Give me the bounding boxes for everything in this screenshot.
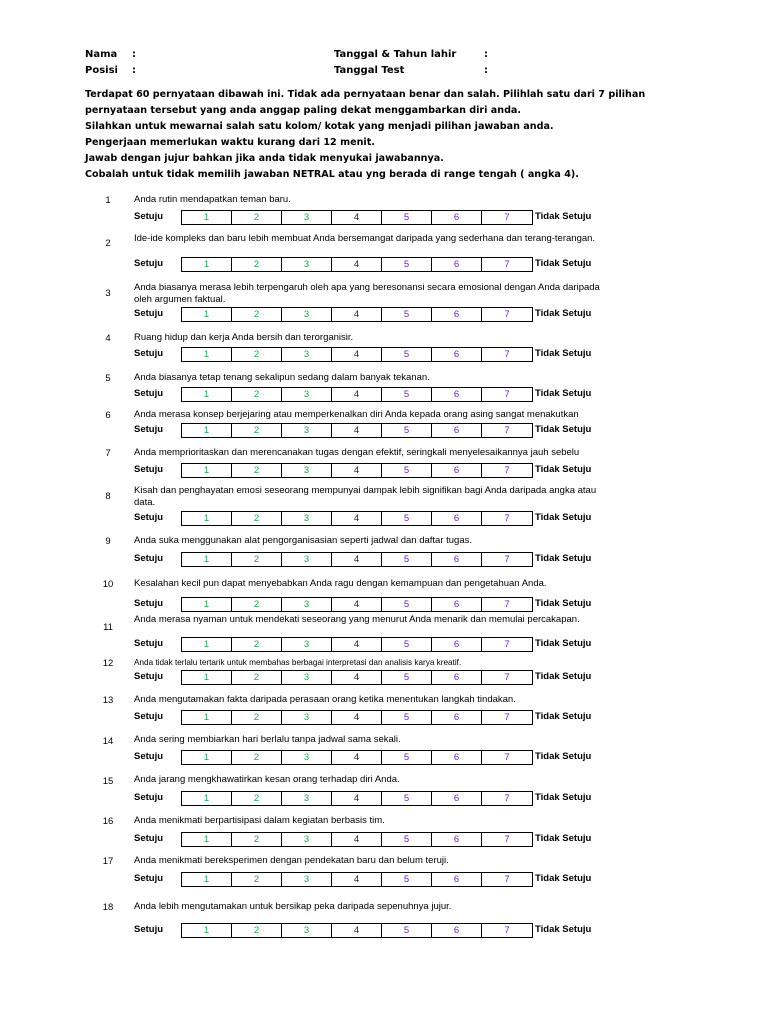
scale-option-6[interactable]: 6	[432, 388, 482, 401]
scale-option-2[interactable]: 2	[232, 751, 282, 764]
question-text: Kesalahan kecil pun dapat menyebabkan Anda ragu dengan kemampuan dan pengetahuan Anda.	[134, 578, 547, 589]
scale-option-1[interactable]: 1	[182, 924, 232, 937]
likert-scale	[181, 637, 533, 652]
scale-option-1[interactable]: 1	[182, 833, 232, 846]
scale-option-5[interactable]: 5	[382, 924, 432, 937]
scale-label-setuju: Setuju	[134, 348, 164, 359]
scale-option-1[interactable]: 1	[182, 211, 232, 224]
question-text: Anda sering membiarkan hari berlalu tanpa jadwal sama sekali.	[134, 734, 401, 745]
scale-option-5[interactable]: 5	[382, 211, 432, 224]
colon-tanggal-lahir: :	[484, 49, 488, 60]
question-text: Anda jarang mengkhawatirkan kesan orang terhadap diri Anda.	[134, 774, 400, 785]
scale-option-6[interactable]: 6	[432, 553, 482, 566]
scale-option-3[interactable]: 3	[282, 308, 332, 321]
scale-option-5[interactable]: 5	[382, 424, 432, 437]
question-text: Anda tidak terlalu tertarik untuk membahas berbagai interpretasi dan analisis karya kreatif.	[134, 658, 462, 667]
scale-option-3[interactable]: 3	[282, 873, 332, 886]
scale-option-4[interactable]: 4	[332, 308, 382, 321]
instruction-line: pernyataan tersebut yang anda anggap paling dekat menggambarkan diri anda.	[85, 104, 522, 116]
scale-option-1[interactable]: 1	[182, 873, 232, 886]
scale-label-tidak-setuju: Tidak Setuju	[535, 512, 592, 523]
scale-label-tidak-setuju: Tidak Setuju	[535, 388, 592, 399]
scale-option-7[interactable]: 7	[504, 599, 510, 610]
scale-option-6[interactable]: 6	[432, 671, 482, 684]
likert-scale	[181, 423, 533, 438]
scale-option-3[interactable]: 3	[282, 671, 332, 684]
question-number: 9	[105, 536, 111, 547]
scale-option-3[interactable]: 3	[282, 348, 332, 361]
scale-option-5[interactable]: 5	[382, 308, 432, 321]
scale-label-tidak-setuju: Tidak Setuju	[535, 598, 592, 609]
question-number: 7	[105, 448, 111, 459]
scale-option-6[interactable]: 6	[432, 711, 482, 724]
scale-option-4[interactable]: 4	[332, 638, 382, 651]
scale-option-2[interactable]: 2	[232, 308, 282, 321]
question-text: Anda biasanya merasa lebih terpengaruh oleh apa yang beresonansi secara emosional dengan Anda daripada oleh argumen faktual.	[134, 282, 600, 305]
scale-option-2[interactable]: 2	[232, 388, 282, 401]
scale-option-1[interactable]: 1	[182, 424, 232, 437]
question-number: 6	[105, 410, 111, 421]
scale-option-4[interactable]: 4	[332, 553, 382, 566]
scale-option-7[interactable]: 7	[504, 793, 510, 804]
scale-option-1[interactable]: 1	[182, 638, 232, 651]
scale-label-tidak-setuju: Tidak Setuju	[535, 711, 592, 722]
likert-scale	[181, 597, 533, 612]
scale-option-1[interactable]: 1	[182, 792, 232, 805]
scale-option-2[interactable]: 2	[232, 512, 282, 525]
question-text: Anda suka menggunakan alat pengorganisasian seperti jadwal dan daftar tugas.	[134, 535, 473, 546]
question-number: 10	[102, 579, 114, 590]
scale-label-tidak-setuju: Tidak Setuju	[535, 308, 592, 319]
likert-scale	[181, 210, 533, 225]
scale-option-2[interactable]: 2	[232, 211, 282, 224]
scale-option-2[interactable]: 2	[232, 464, 282, 477]
scale-label-setuju: Setuju	[134, 512, 164, 523]
scale-option-6[interactable]: 6	[432, 792, 482, 805]
scale-option-6[interactable]: 6	[432, 258, 482, 271]
scale-option-4[interactable]: 4	[332, 388, 382, 401]
scale-option-1[interactable]: 1	[182, 598, 232, 611]
scale-option-7[interactable]: 7	[504, 925, 510, 936]
scale-option-4[interactable]: 4	[332, 711, 382, 724]
scale-option-6[interactable]: 6	[432, 598, 482, 611]
label-tanggal-test: Tanggal Test	[334, 65, 405, 76]
scale-option-7[interactable]: 7	[504, 513, 510, 524]
scale-label-setuju: Setuju	[134, 211, 164, 222]
scale-option-6[interactable]: 6	[432, 751, 482, 764]
scale-option-3[interactable]: 3	[282, 711, 332, 724]
scale-option-3[interactable]: 3	[282, 638, 332, 651]
scale-option-5[interactable]: 5	[382, 671, 432, 684]
scale-label-tidak-setuju: Tidak Setuju	[535, 211, 592, 222]
likert-scale	[181, 463, 533, 478]
likert-scale	[181, 670, 533, 685]
scale-option-5[interactable]: 5	[382, 512, 432, 525]
scale-option-7[interactable]: 7	[504, 465, 510, 476]
scale-label-tidak-setuju: Tidak Setuju	[535, 553, 592, 564]
scale-option-5[interactable]: 5	[382, 792, 432, 805]
question-text: Anda biasanya tetap tenang sekalipun sedang dalam banyak tekanan.	[134, 372, 430, 383]
scale-label-tidak-setuju: Tidak Setuju	[535, 638, 592, 649]
question-text: Anda menikmati berpartisipasi dalam kegiatan berbasis tim.	[134, 815, 385, 826]
scale-label-setuju: Setuju	[134, 671, 164, 682]
question-text: Ide-ide kompleks dan baru lebih membuat Anda bersemangat daripada yang sederhana dan terang-terangan.	[134, 233, 596, 244]
scale-option-2[interactable]: 2	[232, 711, 282, 724]
scale-label-tidak-setuju: Tidak Setuju	[535, 833, 592, 844]
scale-option-7[interactable]: 7	[504, 389, 510, 400]
scale-option-4[interactable]: 4	[332, 833, 382, 846]
scale-option-1[interactable]: 1	[182, 671, 232, 684]
scale-label-setuju: Setuju	[134, 792, 164, 803]
scale-label-setuju: Setuju	[134, 388, 164, 399]
scale-label-setuju: Setuju	[134, 308, 164, 319]
scale-option-5[interactable]: 5	[382, 598, 432, 611]
scale-label-setuju: Setuju	[134, 464, 164, 475]
scale-option-4[interactable]: 4	[332, 873, 382, 886]
scale-label-tidak-setuju: Tidak Setuju	[535, 671, 592, 682]
scale-option-6[interactable]: 6	[432, 638, 482, 651]
scale-option-6[interactable]: 6	[432, 833, 482, 846]
scale-option-5[interactable]: 5	[382, 464, 432, 477]
scale-option-5[interactable]: 5	[382, 258, 432, 271]
scale-label-setuju: Setuju	[134, 711, 164, 722]
scale-option-1[interactable]: 1	[182, 348, 232, 361]
question-number: 16	[102, 816, 114, 827]
scale-label-setuju: Setuju	[134, 833, 164, 844]
question-text: Anda merasa nyaman untuk mendekati seseorang yang menurut Anda menarik dan memulai percakapan.	[134, 614, 580, 625]
scale-label-setuju: Setuju	[134, 751, 164, 762]
scale-option-7[interactable]: 7	[504, 349, 510, 360]
question-number: 18	[102, 902, 114, 913]
scale-option-2[interactable]: 2	[232, 833, 282, 846]
question-text: Anda lebih mengutamakan untuk bersikap peka daripada sepenuhnya jujur.	[134, 901, 452, 912]
scale-label-tidak-setuju: Tidak Setuju	[535, 751, 592, 762]
label-tanggal-lahir: Tanggal & Tahun lahir	[334, 49, 457, 60]
likert-scale	[181, 552, 533, 567]
scale-option-6[interactable]: 6	[432, 924, 482, 937]
scale-label-tidak-setuju: Tidak Setuju	[535, 873, 592, 884]
scale-label-setuju: Setuju	[134, 598, 164, 609]
colon-nama: :	[132, 49, 136, 60]
scale-option-6[interactable]: 6	[432, 464, 482, 477]
scale-option-2[interactable]: 2	[232, 348, 282, 361]
question-number: 15	[102, 776, 114, 787]
scale-option-5[interactable]: 5	[382, 751, 432, 764]
question-number: 2	[105, 238, 111, 249]
scale-option-1[interactable]: 1	[182, 512, 232, 525]
question-text: Anda menikmati bereksperimen dengan pendekatan baru dan belum teruji.	[134, 855, 449, 866]
scale-label-setuju: Setuju	[134, 924, 164, 935]
scale-option-5[interactable]: 5	[382, 873, 432, 886]
question-number: 3	[105, 288, 111, 299]
scale-option-3[interactable]: 3	[282, 258, 332, 271]
scale-option-7[interactable]: 7	[504, 874, 510, 885]
scale-option-7[interactable]: 7	[504, 672, 510, 683]
likert-scale	[181, 387, 533, 402]
question-number: 11	[103, 622, 113, 633]
scale-option-7[interactable]: 7	[504, 212, 510, 223]
scale-option-3[interactable]: 3	[282, 792, 332, 805]
scale-option-3[interactable]: 3	[282, 598, 332, 611]
scale-option-5[interactable]: 5	[382, 833, 432, 846]
likert-scale	[181, 832, 533, 847]
instruction-line: Silahkan untuk mewarnai salah satu kolom/ kotak yang menjadi pilihan jawaban anda.	[85, 120, 554, 132]
scale-option-4[interactable]: 4	[332, 424, 382, 437]
likert-scale	[181, 791, 533, 806]
label-nama: Nama	[85, 49, 118, 60]
scale-label-setuju: Setuju	[134, 258, 164, 269]
scale-option-7[interactable]: 7	[504, 834, 510, 845]
scale-label-tidak-setuju: Tidak Setuju	[535, 258, 592, 269]
scale-option-4[interactable]: 4	[332, 464, 382, 477]
scale-option-7[interactable]: 7	[504, 259, 510, 270]
scale-option-2[interactable]: 2	[232, 638, 282, 651]
scale-label-tidak-setuju: Tidak Setuju	[535, 424, 592, 435]
question-number: 17	[102, 856, 114, 867]
instructions	[85, 87, 725, 182]
scale-option-4[interactable]: 4	[332, 924, 382, 937]
scale-option-7[interactable]: 7	[504, 712, 510, 723]
scale-option-4[interactable]: 4	[332, 512, 382, 525]
instruction-line: Pengerjaan memerlukan waktu kurang dari 12 menit.	[85, 136, 375, 148]
scale-option-3[interactable]: 3	[282, 424, 332, 437]
likert-scale	[181, 347, 533, 362]
scale-option-5[interactable]: 5	[382, 348, 432, 361]
colon-posisi: :	[132, 65, 136, 76]
scale-option-5[interactable]: 5	[382, 553, 432, 566]
question-text: Anda memprioritaskan dan merencanakan tugas dengan efektif, seringkali menyelesaikannya jauh sebelu	[134, 447, 580, 458]
scale-option-5[interactable]: 5	[382, 388, 432, 401]
scale-label-setuju: Setuju	[134, 424, 164, 435]
question-number: 13	[102, 695, 114, 706]
scale-option-6[interactable]: 6	[432, 512, 482, 525]
scale-option-2[interactable]: 2	[232, 873, 282, 886]
scale-option-2[interactable]: 2	[232, 424, 282, 437]
scale-option-3[interactable]: 3	[282, 553, 332, 566]
scale-label-setuju: Setuju	[134, 638, 164, 649]
scale-label-tidak-setuju: Tidak Setuju	[535, 924, 592, 935]
instruction-line: Cobalah untuk tidak memilih jawaban NETRAL atau yng berada di range tengah ( angka 4).	[85, 168, 579, 180]
question-text: Ruang hidup dan kerja Anda bersih dan terorganisir.	[134, 332, 354, 343]
scale-option-1[interactable]: 1	[182, 388, 232, 401]
scale-label-setuju: Setuju	[134, 873, 164, 884]
scale-option-1[interactable]: 1	[182, 308, 232, 321]
scale-option-6[interactable]: 6	[432, 873, 482, 886]
scale-option-3[interactable]: 3	[282, 512, 332, 525]
likert-scale	[181, 923, 533, 938]
scale-option-6[interactable]: 6	[432, 211, 482, 224]
question-text: Anda merasa konsep berjejaring atau memperkenalkan diri Anda kepada orang asing sangat menakutkan	[134, 409, 579, 420]
scale-option-3[interactable]: 3	[282, 924, 332, 937]
scale-option-1[interactable]: 1	[182, 553, 232, 566]
scale-label-tidak-setuju: Tidak Setuju	[535, 464, 592, 475]
scale-option-3[interactable]: 3	[282, 751, 332, 764]
scale-option-3[interactable]: 3	[282, 388, 332, 401]
scale-option-5[interactable]: 5	[382, 711, 432, 724]
scale-option-3[interactable]: 3	[282, 464, 332, 477]
scale-option-7[interactable]: 7	[504, 554, 510, 565]
scale-option-3[interactable]: 3	[282, 211, 332, 224]
scale-option-7[interactable]: 7	[504, 309, 510, 320]
scale-option-2[interactable]: 2	[232, 924, 282, 937]
question-number: 4	[105, 333, 111, 344]
scale-label-tidak-setuju: Tidak Setuju	[535, 348, 592, 359]
scale-option-2[interactable]: 2	[232, 258, 282, 271]
likert-scale	[181, 511, 533, 526]
likert-scale	[181, 307, 533, 322]
colon-tanggal-test: :	[484, 65, 488, 76]
scale-option-6[interactable]: 6	[432, 308, 482, 321]
scale-option-4[interactable]: 4	[332, 792, 382, 805]
likert-scale	[181, 710, 533, 725]
instruction-line: Terdapat 60 pernyataan dibawah ini. Tidak ada pernyataan benar dan salah. Pilihlah satu dari 7 pilihan	[85, 89, 646, 100]
scale-option-2[interactable]: 2	[232, 598, 282, 611]
scale-label-tidak-setuju: Tidak Setuju	[535, 792, 592, 803]
likert-scale	[181, 257, 533, 272]
scale-option-2[interactable]: 2	[232, 553, 282, 566]
likert-scale	[181, 750, 533, 765]
scale-option-5[interactable]: 5	[382, 638, 432, 651]
question-text: Kisah dan penghayatan emosi seseorang mempunyai dampak lebih signifikan bagi Anda daripada angka atau data.	[134, 485, 597, 508]
scale-option-2[interactable]: 2	[232, 792, 282, 805]
scale-option-6[interactable]: 6	[432, 348, 482, 361]
scale-option-6[interactable]: 6	[432, 424, 482, 437]
question-number: 5	[105, 373, 111, 384]
scale-option-7[interactable]: 7	[504, 639, 510, 650]
scale-label-setuju: Setuju	[134, 553, 164, 564]
scale-option-7[interactable]: 7	[504, 752, 510, 763]
question-text: Anda rutin mendapatkan teman baru.	[134, 194, 291, 205]
scale-option-1[interactable]: 1	[182, 464, 232, 477]
scale-option-7[interactable]: 7	[504, 425, 510, 436]
scale-option-4[interactable]: 4	[332, 258, 382, 271]
scale-option-4[interactable]: 4	[332, 211, 382, 224]
question-number: 1	[105, 195, 111, 206]
scale-option-4[interactable]: 4	[332, 671, 382, 684]
scale-option-3[interactable]: 3	[282, 833, 332, 846]
scale-option-4[interactable]: 4	[332, 348, 382, 361]
question-text: Anda mengutamakan fakta daripada perasaan orang ketika menentukan langkah tindakan.	[134, 694, 516, 705]
scale-option-2[interactable]: 2	[232, 671, 282, 684]
scale-option-1[interactable]: 1	[182, 711, 232, 724]
likert-scale	[181, 872, 533, 887]
scale-option-4[interactable]: 4	[332, 598, 382, 611]
question-number: 14	[102, 736, 114, 747]
question-number: 8	[105, 491, 111, 502]
scale-option-1[interactable]: 1	[182, 751, 232, 764]
label-posisi: Posisi	[85, 65, 118, 76]
instruction-line: Jawab dengan jujur bahkan jika anda tidak menyukai jawabannya.	[85, 152, 444, 164]
scale-option-4[interactable]: 4	[332, 751, 382, 764]
question-number: 12	[102, 658, 114, 669]
scale-option-1[interactable]: 1	[182, 258, 232, 271]
